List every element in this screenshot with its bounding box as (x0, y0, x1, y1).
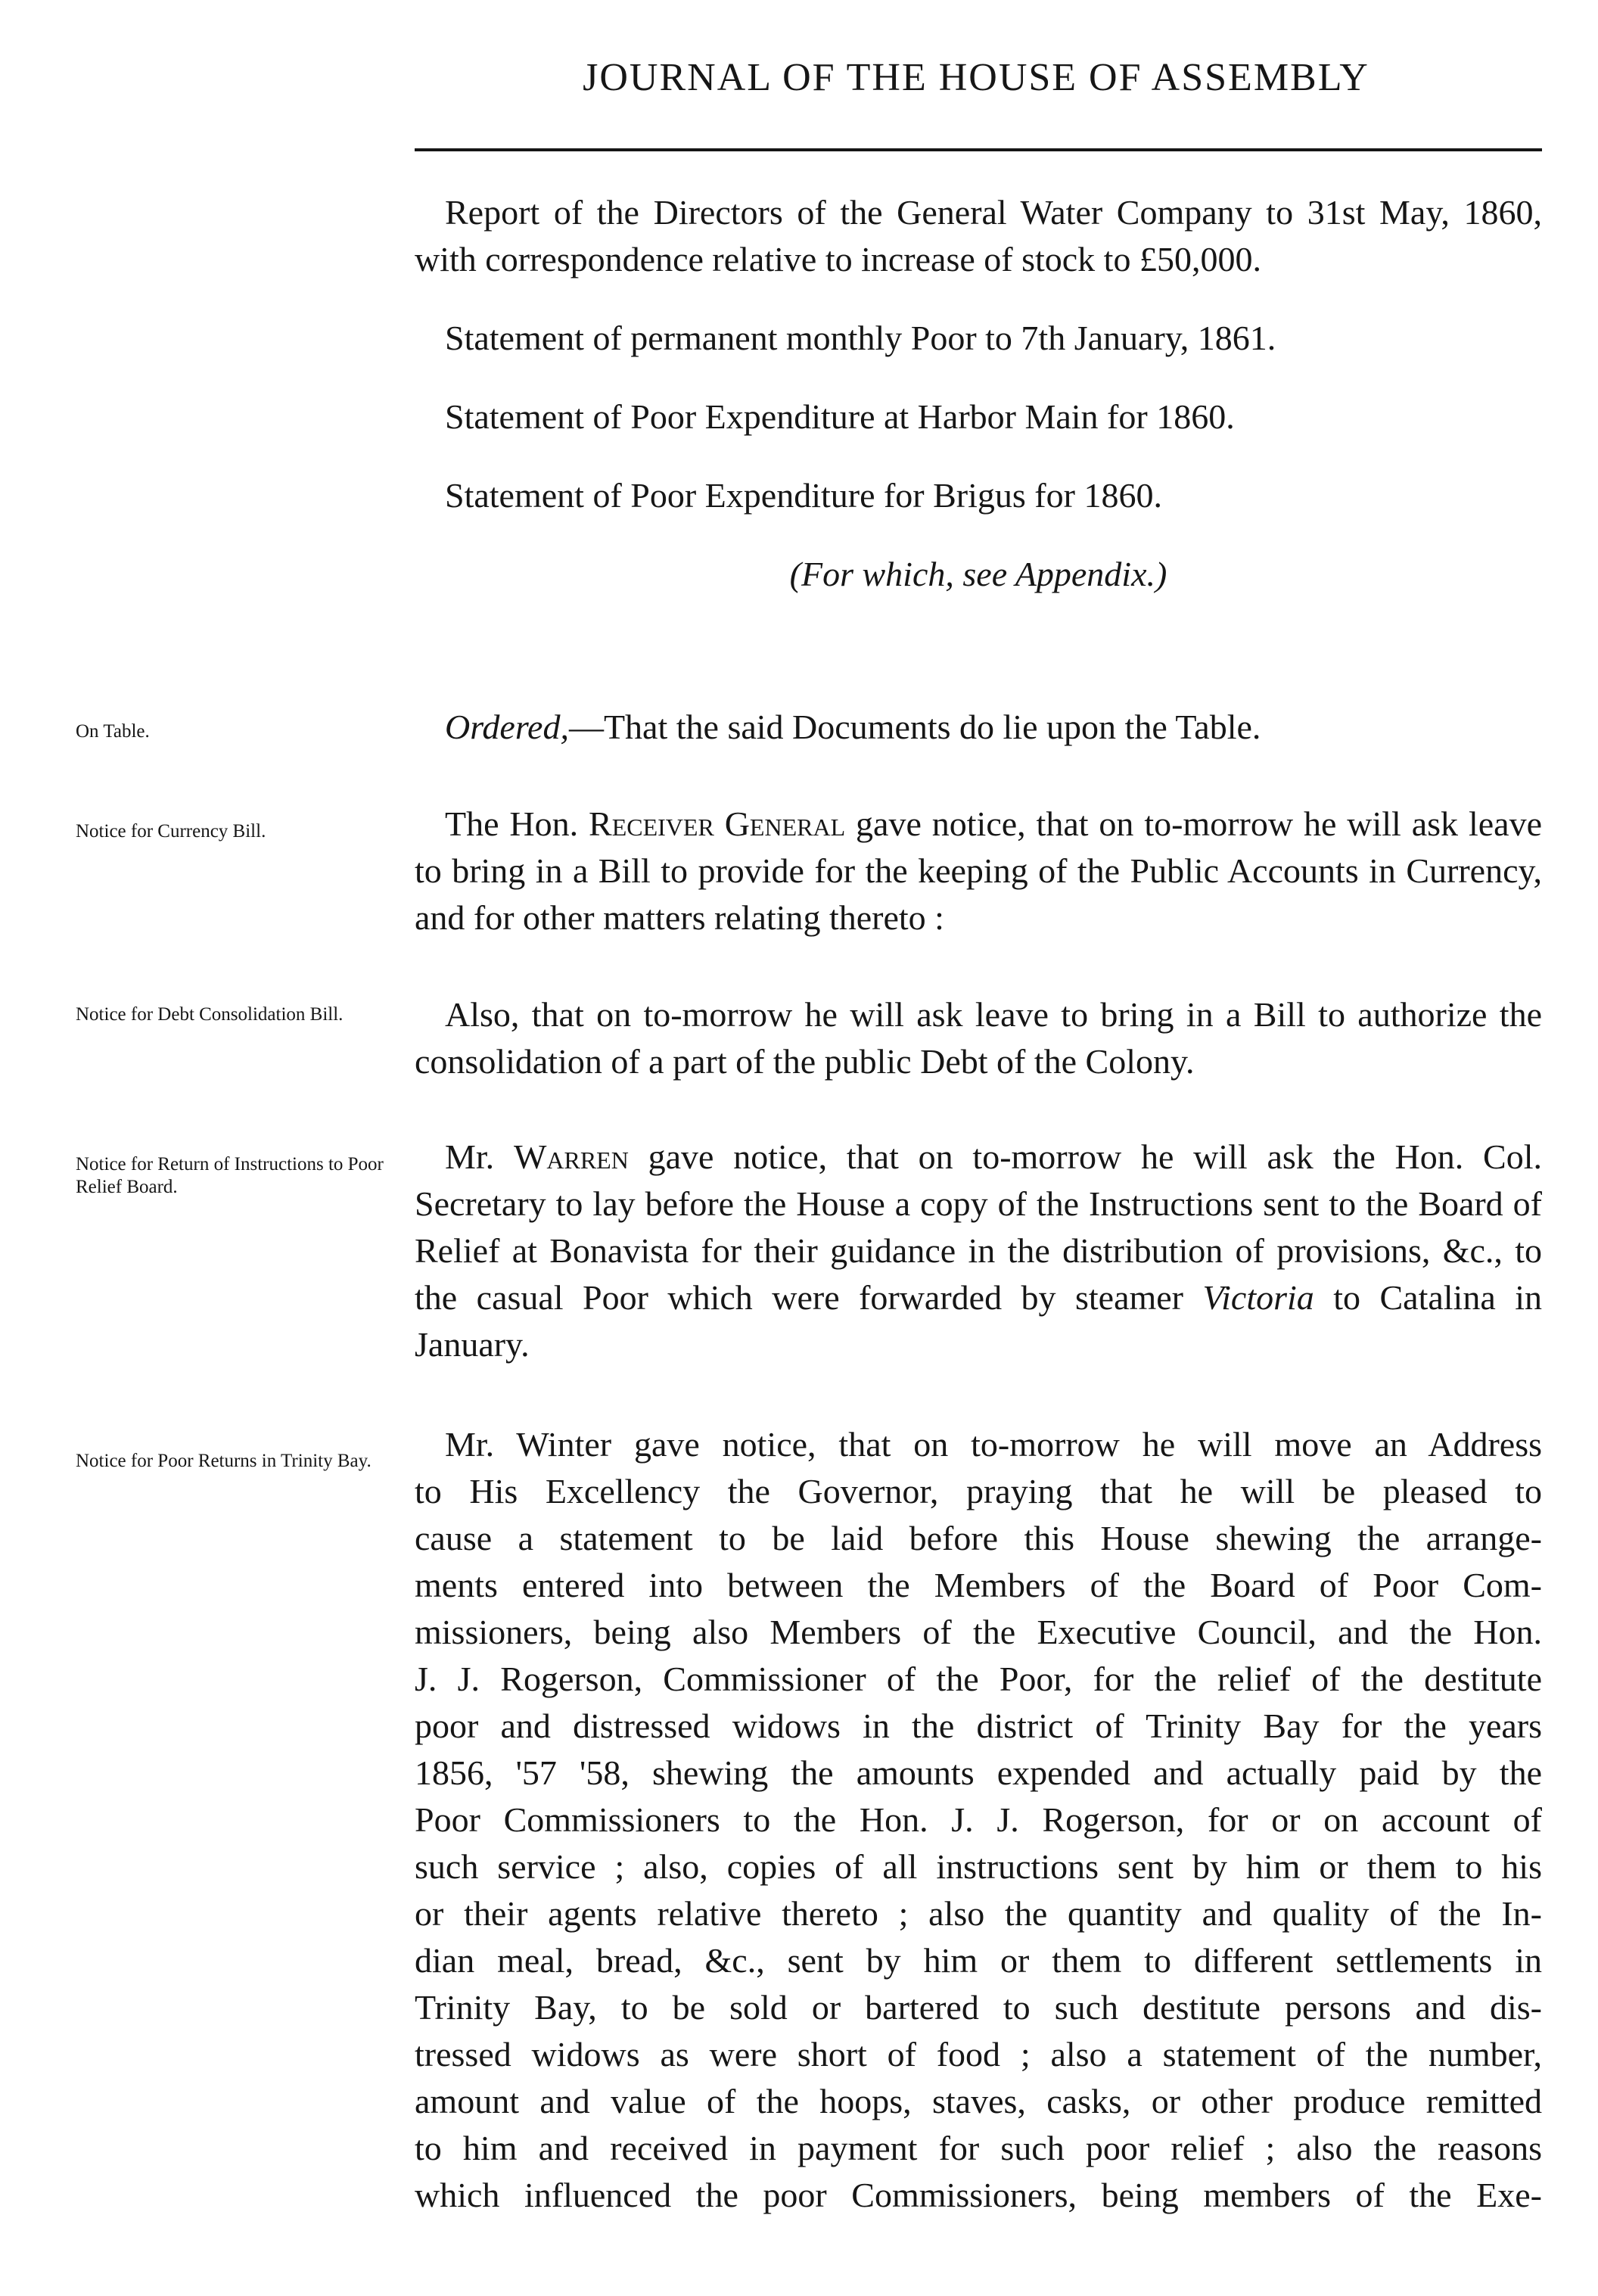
winter-line: amount and value of the hoops, staves, casks, or other produce remitted (415, 2082, 1542, 2120)
margin-note-instructions: Notice for Return of Instructions to Poor Relief Board. (76, 1154, 384, 1197)
currency-pre: The Hon. (445, 804, 589, 843)
paper-monthly-poor: Statement of permanent monthly Poor to 7th January, 1861. (445, 319, 1276, 357)
paper-harbor-main: Statement of Poor Expenditure at Harbor Main for 1860. (445, 397, 1235, 436)
winter-line: Poor Commissioners to the Hon. J. J. Rogerson, for or on account of (415, 1800, 1542, 1839)
appendix-reference: (For which, see Appendix.) (789, 555, 1167, 593)
debt-block (415, 991, 1542, 1085)
header-rule (415, 148, 1542, 151)
winter-line: J. J. Rogerson, Commissioner of the Poor, for the relief of the destitute (415, 1660, 1542, 1698)
paper-water-company: Report of the Directors of the General Water Company to 31st May, 1860, with correspondence relative to increase of stock to £50,000. (415, 193, 1542, 278)
winter-line: 1856, '57 '58, shewing the amounts expended and actually paid by the (415, 1753, 1542, 1792)
warren-text: gave notice, that on to-morrow he will ask the Hon. Col. Secretary to lay before the House a copy of the Instructions sent to the Board of Relief at Bonavista for their guidance in the distribution of provisions, &c., to the casual Poor which were forwarded by steamer (415, 1137, 1542, 1317)
warren-pre: Mr. (445, 1137, 514, 1176)
currency-block (415, 801, 1542, 941)
margin-note-currency: Notice for Currency Bill. (76, 821, 266, 842)
winter-block (415, 1421, 1542, 2219)
ordered-text: —That the said Documents do lie upon the Table. (568, 708, 1261, 746)
winter-line: to His Excellency the Governor, praying that he will be pleased to (415, 1472, 1542, 1510)
papers-block (415, 189, 1542, 598)
winter-line: such service ; also, copies of all instructions sent by him or them to his (415, 1847, 1542, 1886)
winter-line: cause a statement to be laid before this House shewing the arrange- (415, 1519, 1542, 1557)
ordered-block (415, 704, 1542, 751)
currency-text: gave notice, that on to-morrow he will ask leave to bring in a Bill to provide for the keeping of the Public Accounts in Currency, and for other matters relating thereto : (415, 804, 1542, 937)
ordered-lead: Ordered, (445, 708, 569, 746)
warren-tail: to Catalina in January. (415, 1278, 1542, 1364)
margin-note-on-table: On Table. (76, 721, 150, 742)
winter-line: or their agents relative thereto ; also the quantity and quality of the In- (415, 1894, 1542, 1933)
margin-note-poor-returns: Notice for Poor Returns in Trinity Bay. (76, 1451, 372, 1471)
winter-line: tressed widows as were short of food ; also a statement of the number, (415, 2035, 1542, 2074)
winter-line: which influenced the poor Commissioners, being members of the Exe- (415, 2176, 1542, 2214)
winter-line: dian meal, bread, &c., sent by him or them to different settlements in (415, 1941, 1542, 1980)
winter-line: missioners, being also Members of the Executive Council, and the Hon. (415, 1613, 1542, 1651)
currency-paragraph (415, 801, 1542, 941)
margin-note-debt: Notice for Debt Consolidation Bill. (76, 1004, 344, 1025)
warren-speaker: Warren (513, 1137, 629, 1176)
winter-line: to him and received in payment for such poor relief ; also the reasons (415, 2129, 1542, 2167)
winter-line: poor and distressed widows in the district of Trinity Bay for the years (415, 1706, 1542, 1745)
currency-speaker: Receiver General (589, 804, 846, 843)
debt-paragraph: Also, that on to-morrow he will ask leave to bring in a Bill to authorize the consolidation of a part of the public Debt of the Colony. (415, 995, 1542, 1081)
page-header: JOURNAL OF THE HOUSE OF ASSEMBLY (583, 56, 1369, 99)
winter-line: ments entered into between the Members of the Board of Poor Com- (415, 1566, 1542, 1604)
ordered-paragraph (415, 704, 1542, 751)
winter-line: Mr. Winter gave notice, that on to-morrow he will move an Address (445, 1425, 1542, 1464)
paper-brigus: Statement of Poor Expenditure for Brigus for 1860. (445, 476, 1162, 515)
warren-block (415, 1134, 1542, 1368)
warren-paragraph (415, 1134, 1542, 1368)
winter-line: Trinity Bay, to be sold or bartered to such destitute persons and dis- (415, 1988, 1542, 2027)
warren-ship: Victoria (1202, 1278, 1314, 1317)
